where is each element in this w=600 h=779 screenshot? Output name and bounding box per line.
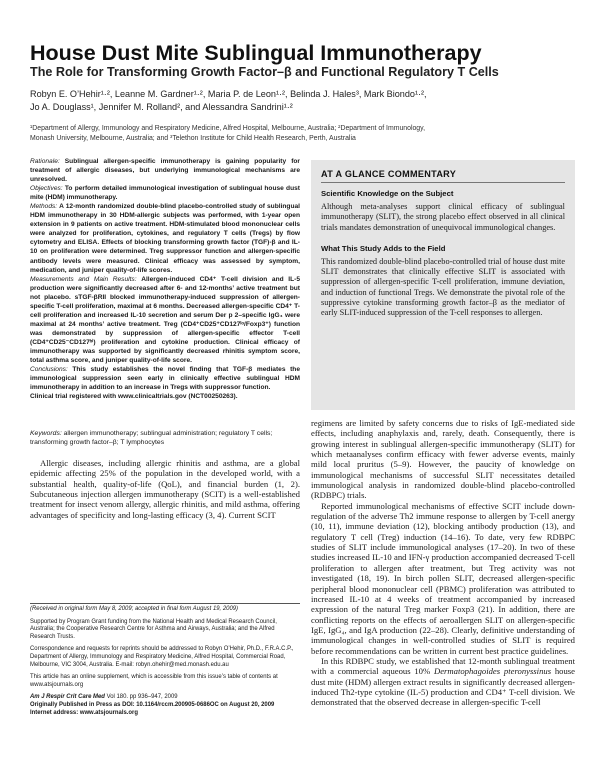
at-a-glance-subheading: Scientific Knowledge on the Subject [321,189,454,198]
abstract-objectives: Objectives: To perform detailed immunological investigation of sublingual house dust mite (HDM) immunotherapy. [30,185,300,202]
supplement-note: This article has an online supplement, which is accessible from this issue’s table of contents at www.atsjournals.org [30,674,278,688]
abstract-conclusions: Conclusions: This study establishes the novel finding that TGF-β mediates the immunological suppression seen early in clinically effective sublingual HDM immunotherapy in addition to an increase in Tregs with suppressor function. [30,366,300,392]
correspondence-note: Correspondence and requests for reprints should be addressed to Robyn O’Hehir, Ph.D., F.R.A.C.P., Department of Allergy, Immunology and Respiratory Medicine, Alfred Hospital, Commercial Road, Melbourne, VIC 3004, Australia. E-mail: robyn.ohehir@med.monash.edu.au [30,646,294,668]
abstract [30,157,300,401]
footnote-divider [30,603,300,604]
at-a-glance-subheading: What This Study Adds to the Field [321,243,446,253]
body-right-column [311,418,575,708]
author-line: Jo A. Douglass¹, Jennifer M. Rolland², and Alessandra Sandrini¹·² [30,101,293,112]
box-divider [321,182,565,183]
footnotes [30,606,300,717]
body-paragraph: Reported immunological mechanisms of effective SCIT include down-regulation of the adverse Th2 immune response to allergen by T-cell anergy (10, 11), immune deviation (12), blocking antibody production (13), and regulatory T cell (Treg) induction (14–16). To date, very few RDBPC studies of SLIT include immunological analyses (17–20). In two of these studies increased IL-10 and IFN-γ production accompanied decreased T-cell proliferation to allergen after treatment, but Treg activity was not investigated (18, 19). In birch pollen SLIT, decreased allergen-specific peripheral blood mononuclear cell (PBMC) proliferation was attributed to increased IL-10 at 4 weeks of treatment accompanied by increased expression of the natural Treg marker Foxp3 (21). In addition, there are conflicting reports on the effects of aeroallergen SLIT on allergen-specific IgE, IgG₄, and IgA production (22–28). Clearly, definitive understanding of immunological changes in well-controlled studies of SLIT is required before recommendations can be written in current best practice guidelines. [311,500,575,656]
abstract-rationale: Rationale: Sublingual allergen-specific immunotherapy is gaining popularity for treatment of allergic diseases, but underlying immunological mechanisms are unresolved. [30,158,300,184]
at-a-glance-heading: AT A GLANCE COMMENTARY [321,169,457,179]
received-dates: (Received in original form May 8, 2009; accepted in final form August 19, 2009) [30,606,239,612]
species-name: Dermatophagoides pteronyssinus [434,666,552,677]
body-paragraph: Allergic diseases, including allergic rhinitis and asthma, are a global epidemic affecting 25% of the population in the developed world, with a substantial health, quality-of-life (QoL), and financial burden (1, 2). Subcutaneous injection allergen immunotherapy (SCIT) is a well-established treatment for insect venom allergy, allergic rhinitis, and mild asthma, offering advantages of specificity and long-lasting efficacy (3, 4). Current SCIT [30,458,300,520]
at-a-glance-text: This randomized double-blind placebo-controlled trial of house dust mite SLIT demonstrates that clinically effective SLIT is associated with suppression of allergen-specific T-cell proliferation, immune deviation, and induction of functional Tregs. We demonstrate the pivotal role of the suppressive cytokine transforming growth factor–β as the mediator of early SLIT-induced suppression of the T-cell responses to allergen. [321,256,565,318]
keywords-label: Keywords: [30,430,62,437]
keywords [30,429,300,447]
body-paragraph: regimens are limited by safety concerns due to risks of IgE-mediated side effects, including anaphylaxis and, rarely, death. Consequently, there is growing interest in sublingual allergen-specific immunotherapy (SLIT) for which metaanalyses confirm efficacy with fewer adverse events, mainly mild local pruritus (5–9). However, the paucity of knowledge on immunological mechanisms of successful SLIT necessitates detailed immunological analysis in randomized double-blind placebo-controlled (RDBPC) trials. [311,418,575,501]
body-paragraph: In this RDBPC study, we established that 12-month sublingual treatment with a commercial aqueous 10% Dermatophagoides pteronyssinus house dust mite (HDM) allergen extract results in significantly decreased allergen-induced Th2-type cytokine (IL-5) production and CD4⁺ T-cell division. We demonstrated that the observed decrease in allergen-specific T-cell [311,655,575,708]
trial-registration: Clinical trial registered with www.clinicaltrials.gov (NCT00250263). [30,393,238,401]
article-subtitle: The Role for Transforming Growth Factor–β and Functional Regulatory T Cells [30,65,499,79]
affiliation-line: ¹Department of Allergy, Immunology and Respiratory Medicine, Alfred Hospital, Melbourne, Australia; ²Department of Immunology, [30,125,425,132]
abstract-methods: Methods: A 12-month randomized double-blind placebo-controlled study of sublingual HDM immunotherapy in 30 HDM-allergic subjects was performed, with 1-year open extension in 9 patients on active treatment. HDM-stimulated blood mononuclear cells were analyzed for proliferation, cytokines, and regulatory T cells (Tregs) by flow cytometry and ELISA. Effects of blocking transforming growth factor (TGF)-β and IL-10 on proliferation were determined. Treg suppressor function and allergen-specific antibody levels were measured. Clinical efficacy was assessed by symptom, medication, and juniper quality-of-life scores. [30,203,300,274]
journal-citation: Am J Respir Crit Care Med Vol 180. pp 936–947, 2009 [30,694,178,701]
doi-line: Originally Published in Press as DOI: 10.1164/rccm.200905-0686OC on August 20, 2009 [30,701,275,708]
internet-address: Internet address: www.atsjournals.org [30,709,138,716]
article-title: House Dust Mite Sublingual Immunotherapy [30,41,482,65]
at-a-glance-box [311,160,575,410]
at-a-glance-text: Although meta-analyses support clinical efficacy of sublingual immunotherapy (SLIT), the strong placebo effect observed in all clinical trials mandates demonstration of unequivocal immunological changes. [321,202,565,232]
author-list [30,88,575,113]
funding-note: Supported by Program Grant funding from the National Health and Medical Research Council, Australia; the Cooperative Research Centre for Asthma and Airways, Australia; and the Alfred Research Trusts. [30,618,277,640]
author-line: Robyn E. O’Hehir¹·², Leanne M. Gardner¹·², Maria P. de Leon¹·², Belinda J. Hales³, Mark Biondo¹·², [30,89,427,99]
abstract-results: Measurements and Main Results: Allergen-induced CD4⁺ T-cell division and IL-5 production were significantly decreased after 6- and 12-months’ active treatment but not placebo. sTGF-βRII blocked immunotherapy-induced suppression of allergen-specific T-cell proliferation, maximal at 6 months. Decreased allergen-specific CD4⁺ T-cell proliferation and increased IL-10 secretion and serum Der p 2–specific IgG₄ were maximal at 24 months’ active treatment. Treg (CD4⁺CD25⁺CD127ˡᵒ/Foxp3⁺) function was demonstrated by suppression of allergen-specific effector T-cell (CD4⁺CD25⁻CD127ʰⁱ) proliferation and cytokine production. Clinical efficacy of immunotherapy was supported by significantly decreased rhinitis symptom score, total asthma score, and juniper quality-of-life score. [30,275,300,365]
affiliations [30,124,575,143]
affiliation-line: Monash University, Melbourne, Australia; and ³Telethon Institute for Child Health Research, Perth, Australia [30,134,356,142]
keywords-text: allergen immunotherapy; sublingual administration; regulatory T cells; transforming growth factor–β; T lymphocytes [30,430,273,446]
body-left-column [30,458,300,520]
